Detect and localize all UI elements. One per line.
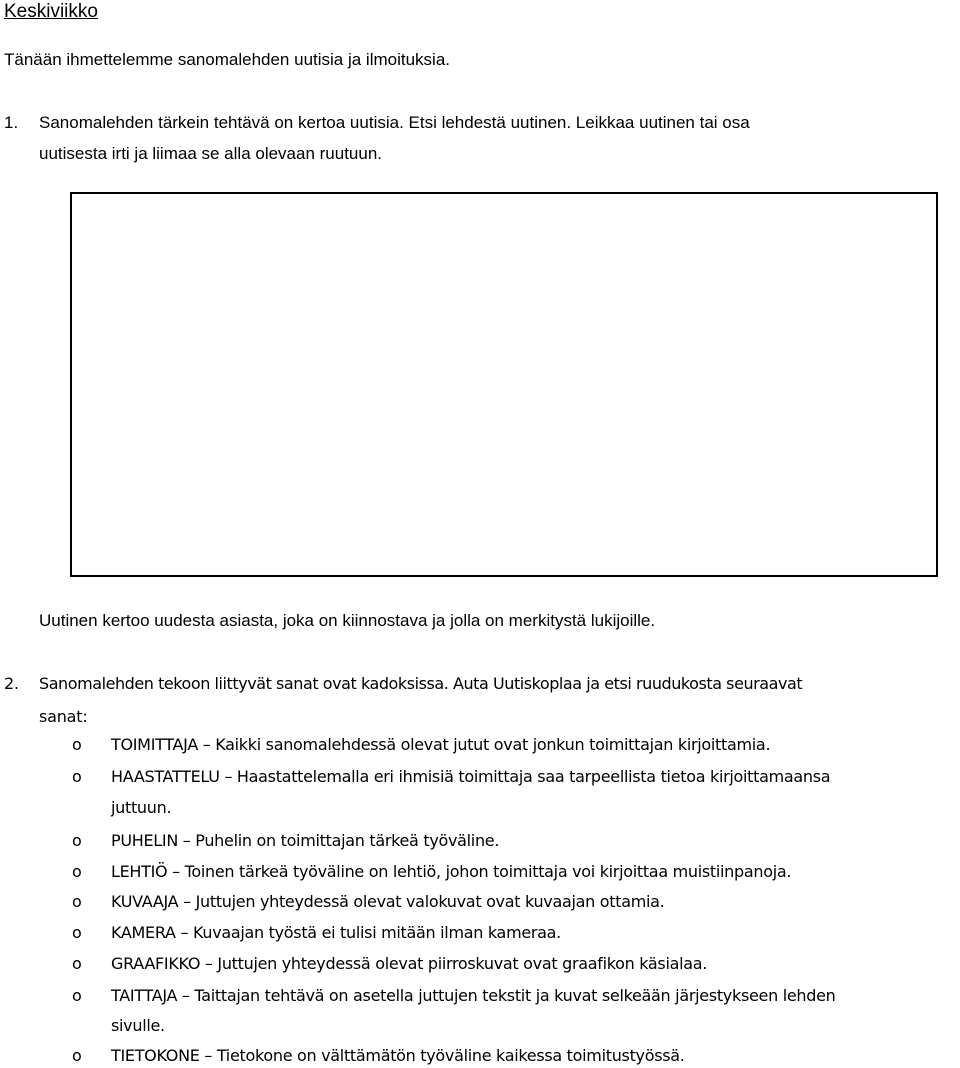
task1-number: 1. [4, 113, 19, 132]
bullet-marker: o [72, 735, 82, 754]
word-list-item: HAASTATTELU – Haastattelemalla eri ihmisiä toimittaja saa tarpeellista tietoa kirjoittamaansa [111, 767, 831, 786]
bullet-marker: o [72, 923, 82, 942]
task1-line2: uutisesta irti ja liimaa se alla olevaan ruutuun. [39, 144, 383, 163]
bullet-marker: o [72, 986, 82, 1005]
word-list-item-continuation: sivulle. [111, 1016, 165, 1035]
bullet-marker: o [72, 767, 82, 786]
word-list-item: TIETOKONE – Tietokone on välttämätön työväline kaikessa toimitustyössä. [111, 1046, 685, 1065]
task1-line1: Sanomalehden tärkein tehtävä on kertoa uutisia. Etsi lehdestä uutinen. Leikkaa uutinen tai osa [39, 113, 750, 132]
intro-text: Tänään ihmettelemme sanomalehden uutisia ja ilmoituksia. [4, 50, 451, 69]
word-list-item-continuation: juttuun. [111, 798, 172, 817]
bullet-marker: o [72, 1046, 82, 1065]
word-list-item: KAMERA – Kuvaajan työstä ei tulisi mitään ilman kameraa. [111, 923, 561, 942]
word-list-item: KUVAAJA – Juttujen yhteydessä olevat valokuvat ovat kuvaajan ottamia. [111, 892, 665, 911]
task1-note: Uutinen kertoo uudesta asiasta, joka on kiinnostava ja jolla on merkitystä lukijoille. [39, 611, 656, 630]
word-list-item: LEHTIÖ – Toinen tärkeä työväline on lehtiö, johon toimittaja voi kirjoittaa muistiinpanoja. [111, 862, 792, 881]
bullet-marker: o [72, 831, 82, 850]
bullet-marker: o [72, 954, 82, 973]
page-title: Keskiviikko [4, 1, 98, 22]
word-list-item: TAITTAJA – Taittajan tehtävä on asetella juttujen tekstit ja kuvat selkeään järjestykseen lehden [111, 986, 836, 1005]
news-paste-box [70, 192, 938, 577]
word-list-item: TOIMITTAJA – Kaikki sanomalehdessä olevat jutut ovat jonkun toimittajan kirjoittamia. [111, 735, 771, 754]
task2-line2: sanat: [39, 707, 88, 726]
word-list-item: GRAAFIKKO – Juttujen yhteydessä olevat piirroskuvat ovat graafikon käsialaa. [111, 954, 708, 973]
word-list-item: PUHELIN – Puhelin on toimittajan tärkeä työväline. [111, 831, 500, 850]
bullet-marker: o [72, 892, 82, 911]
task2-line1: Sanomalehden tekoon liittyvät sanat ovat kadoksissa. Auta Uutiskoplaa ja etsi ruudukosta seuraavat [39, 674, 803, 693]
bullet-marker: o [72, 862, 82, 881]
task2-number: 2. [4, 674, 19, 693]
